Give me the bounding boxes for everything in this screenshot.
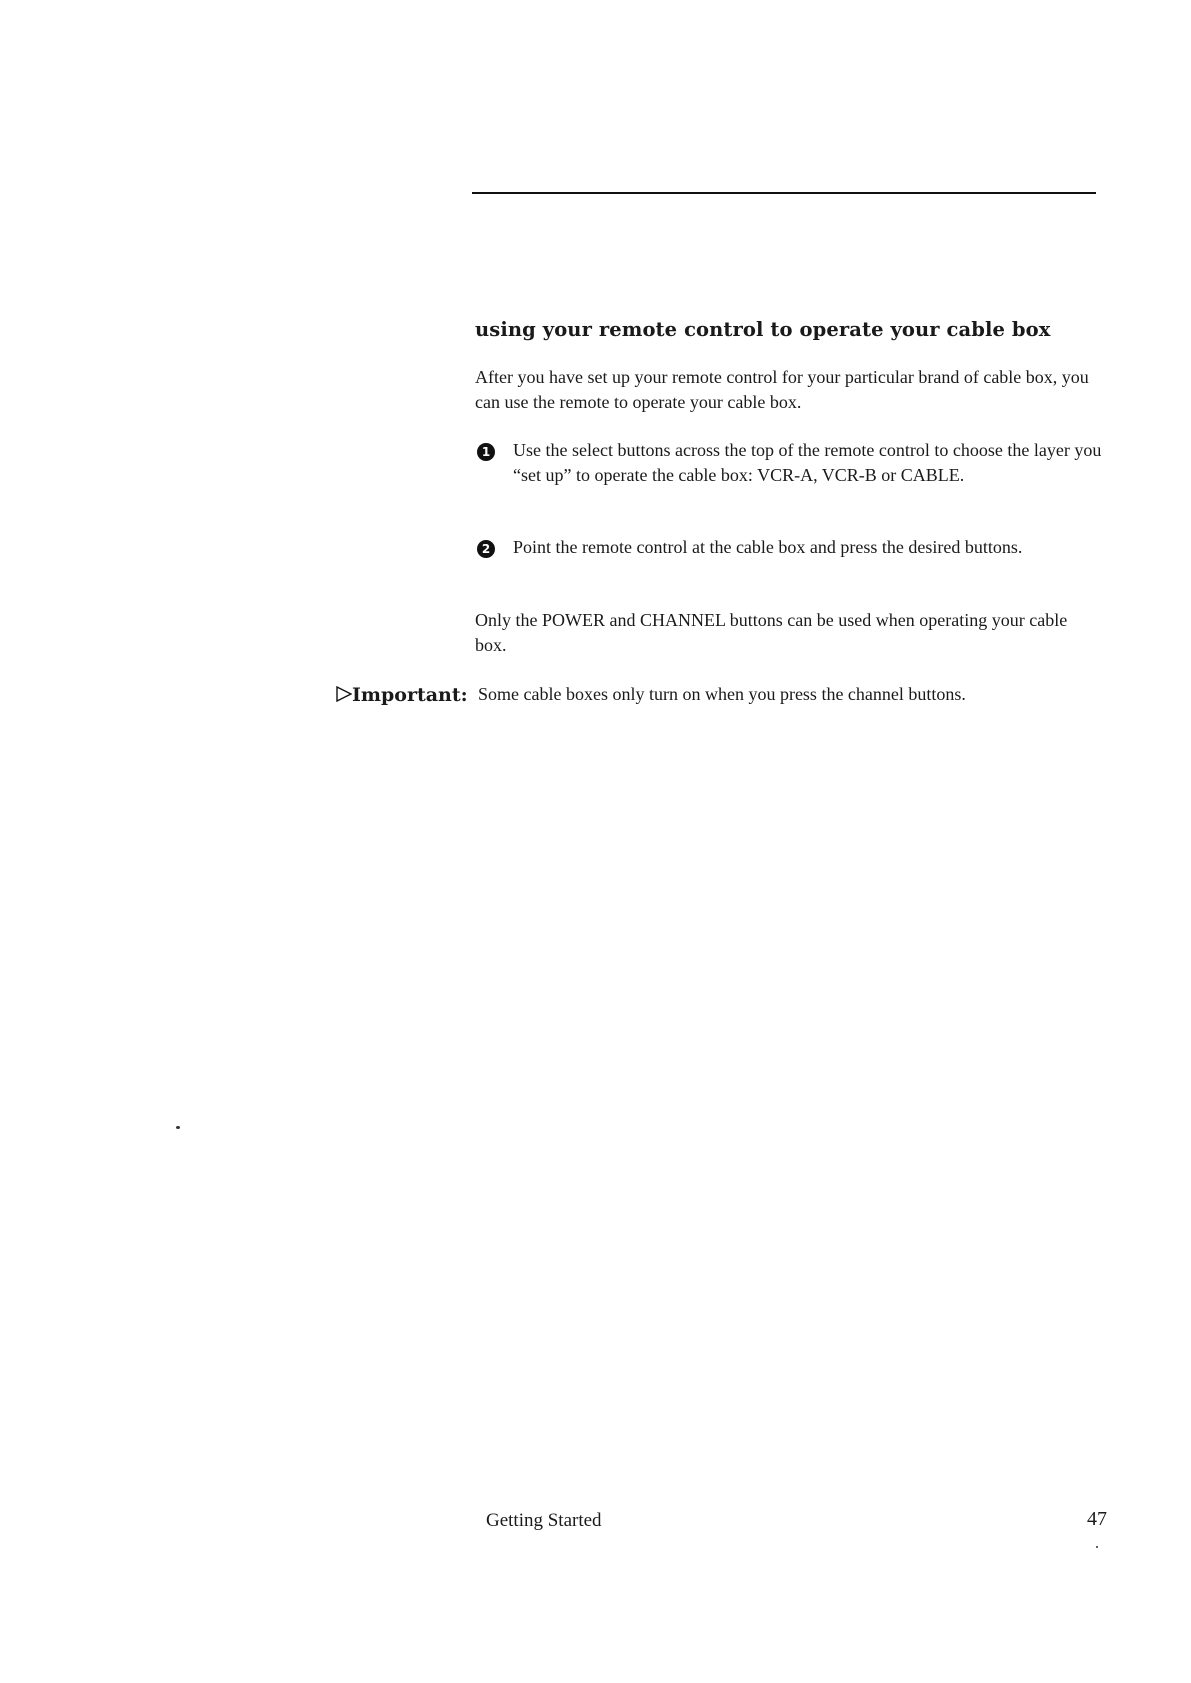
note-paragraph: Only the POWER and CHANNEL buttons can be used when operating your cable box.	[475, 610, 1068, 655]
important-label	[336, 684, 468, 706]
section-title: using your remote control to operate your cable box	[475, 318, 1051, 341]
step-1	[475, 438, 1115, 488]
top-rule	[472, 192, 1096, 194]
step-number-2-icon: 2	[477, 540, 495, 558]
step-2-text: Point the remote control at the cable box and press the desired buttons.	[513, 537, 1023, 557]
scan-speck	[1096, 1546, 1098, 1548]
step-1-text: Use the select buttons across the top of the remote control to choose the layer you “set up” to operate the cable box: VCR-A, VCR-B or CABLE.	[513, 440, 1102, 485]
scan-speck	[176, 1126, 180, 1129]
page-number: 47	[1087, 1508, 1107, 1530]
intro-paragraph: After you have set up your remote control for your particular brand of cable box, you can use the remote to operate your cable box.	[475, 367, 1089, 412]
important-label-text: Important:	[352, 684, 468, 706]
triangle-pointer-icon	[336, 686, 348, 702]
footer-section-name: Getting Started	[486, 1510, 602, 1531]
step-number-1-icon: 1	[477, 443, 495, 461]
step-2	[475, 535, 1115, 560]
important-text: Some cable boxes only turn on when you press the channel buttons.	[478, 684, 966, 704]
